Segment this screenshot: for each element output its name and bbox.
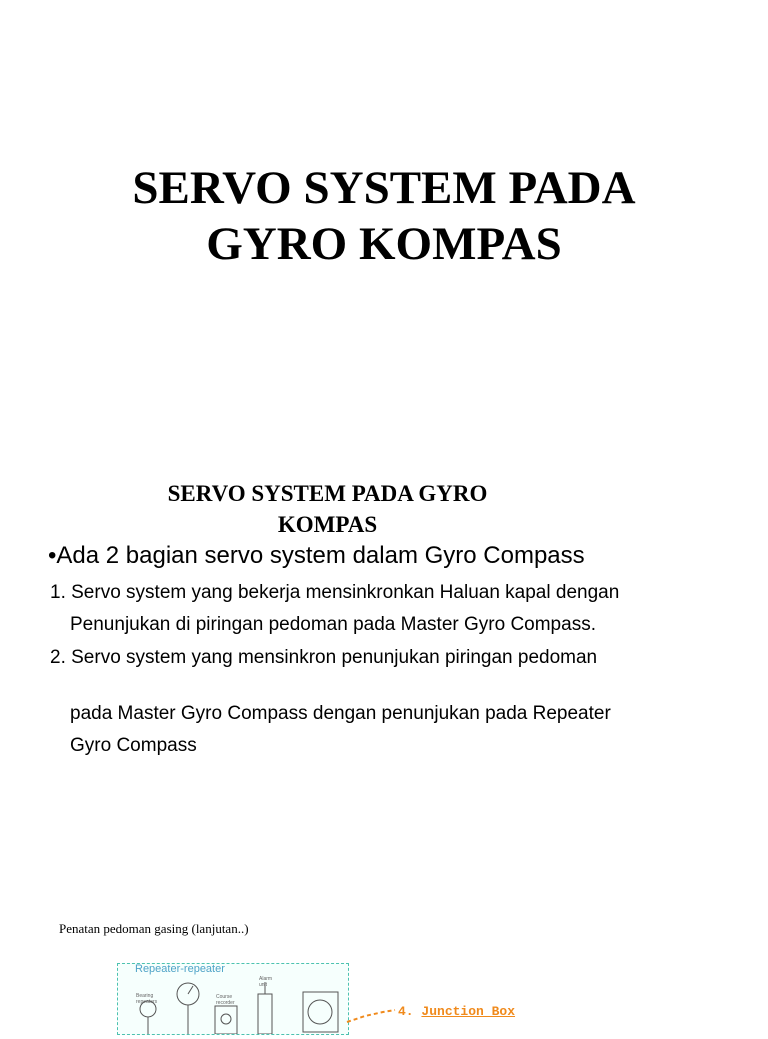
list-item-2-line-2: pada Master Gyro Compass dengan penunjukan pada Repeater [70, 703, 611, 724]
bullet-dot-icon: • [48, 542, 57, 569]
alarm-unit-icon [258, 994, 272, 1034]
list-item-1-line-1: 1. Servo system yang bekerja mensinkronkan Haluan kapal dengan [50, 582, 620, 603]
slide-title-line-2: GYRO KOMPAS [206, 218, 562, 270]
section-title-line-2: KOMPAS [277, 512, 378, 537]
list-item-2-line-3: Gyro Compass [70, 735, 197, 756]
slide-title-line-1: SERVO SYSTEM PADA [132, 162, 636, 214]
callout-number: 4. [398, 1004, 414, 1019]
section-title-line-1: SERVO SYSTEM PADA GYRO [167, 481, 488, 506]
section-title [100, 478, 555, 540]
slide-title [0, 160, 768, 272]
junction-box-callout [398, 1004, 515, 1019]
callout-arrow-icon [345, 1004, 397, 1024]
list-item-2-line-1: 2. Servo system yang mensinkron penunjukan piringan pedoman [50, 647, 598, 668]
bullet-text: Ada 2 bagian servo system dalam Gyro Compass [56, 542, 585, 569]
bullet-item [48, 542, 585, 570]
svg-text:repeaters: repeaters [136, 999, 158, 1005]
diagram-box-label: Repeater-repeater [135, 963, 225, 975]
svg-text:recorder: recorder [216, 1000, 235, 1006]
svg-text:Course: Course [216, 994, 233, 1000]
list-item-1-line-2: Penunjukan di piringan pedoman pada Master Gyro Compass. [70, 614, 596, 635]
svg-text:Alarm: Alarm [259, 976, 273, 982]
callout-text: Junction Box [421, 1004, 516, 1019]
svg-text:Bearing: Bearing [136, 993, 154, 999]
figure-caption: Penatan pedoman gasing (lanjutan..) [59, 921, 249, 936]
course-recorder-icon [215, 1006, 237, 1034]
svg-text:unit: unit [259, 982, 268, 988]
